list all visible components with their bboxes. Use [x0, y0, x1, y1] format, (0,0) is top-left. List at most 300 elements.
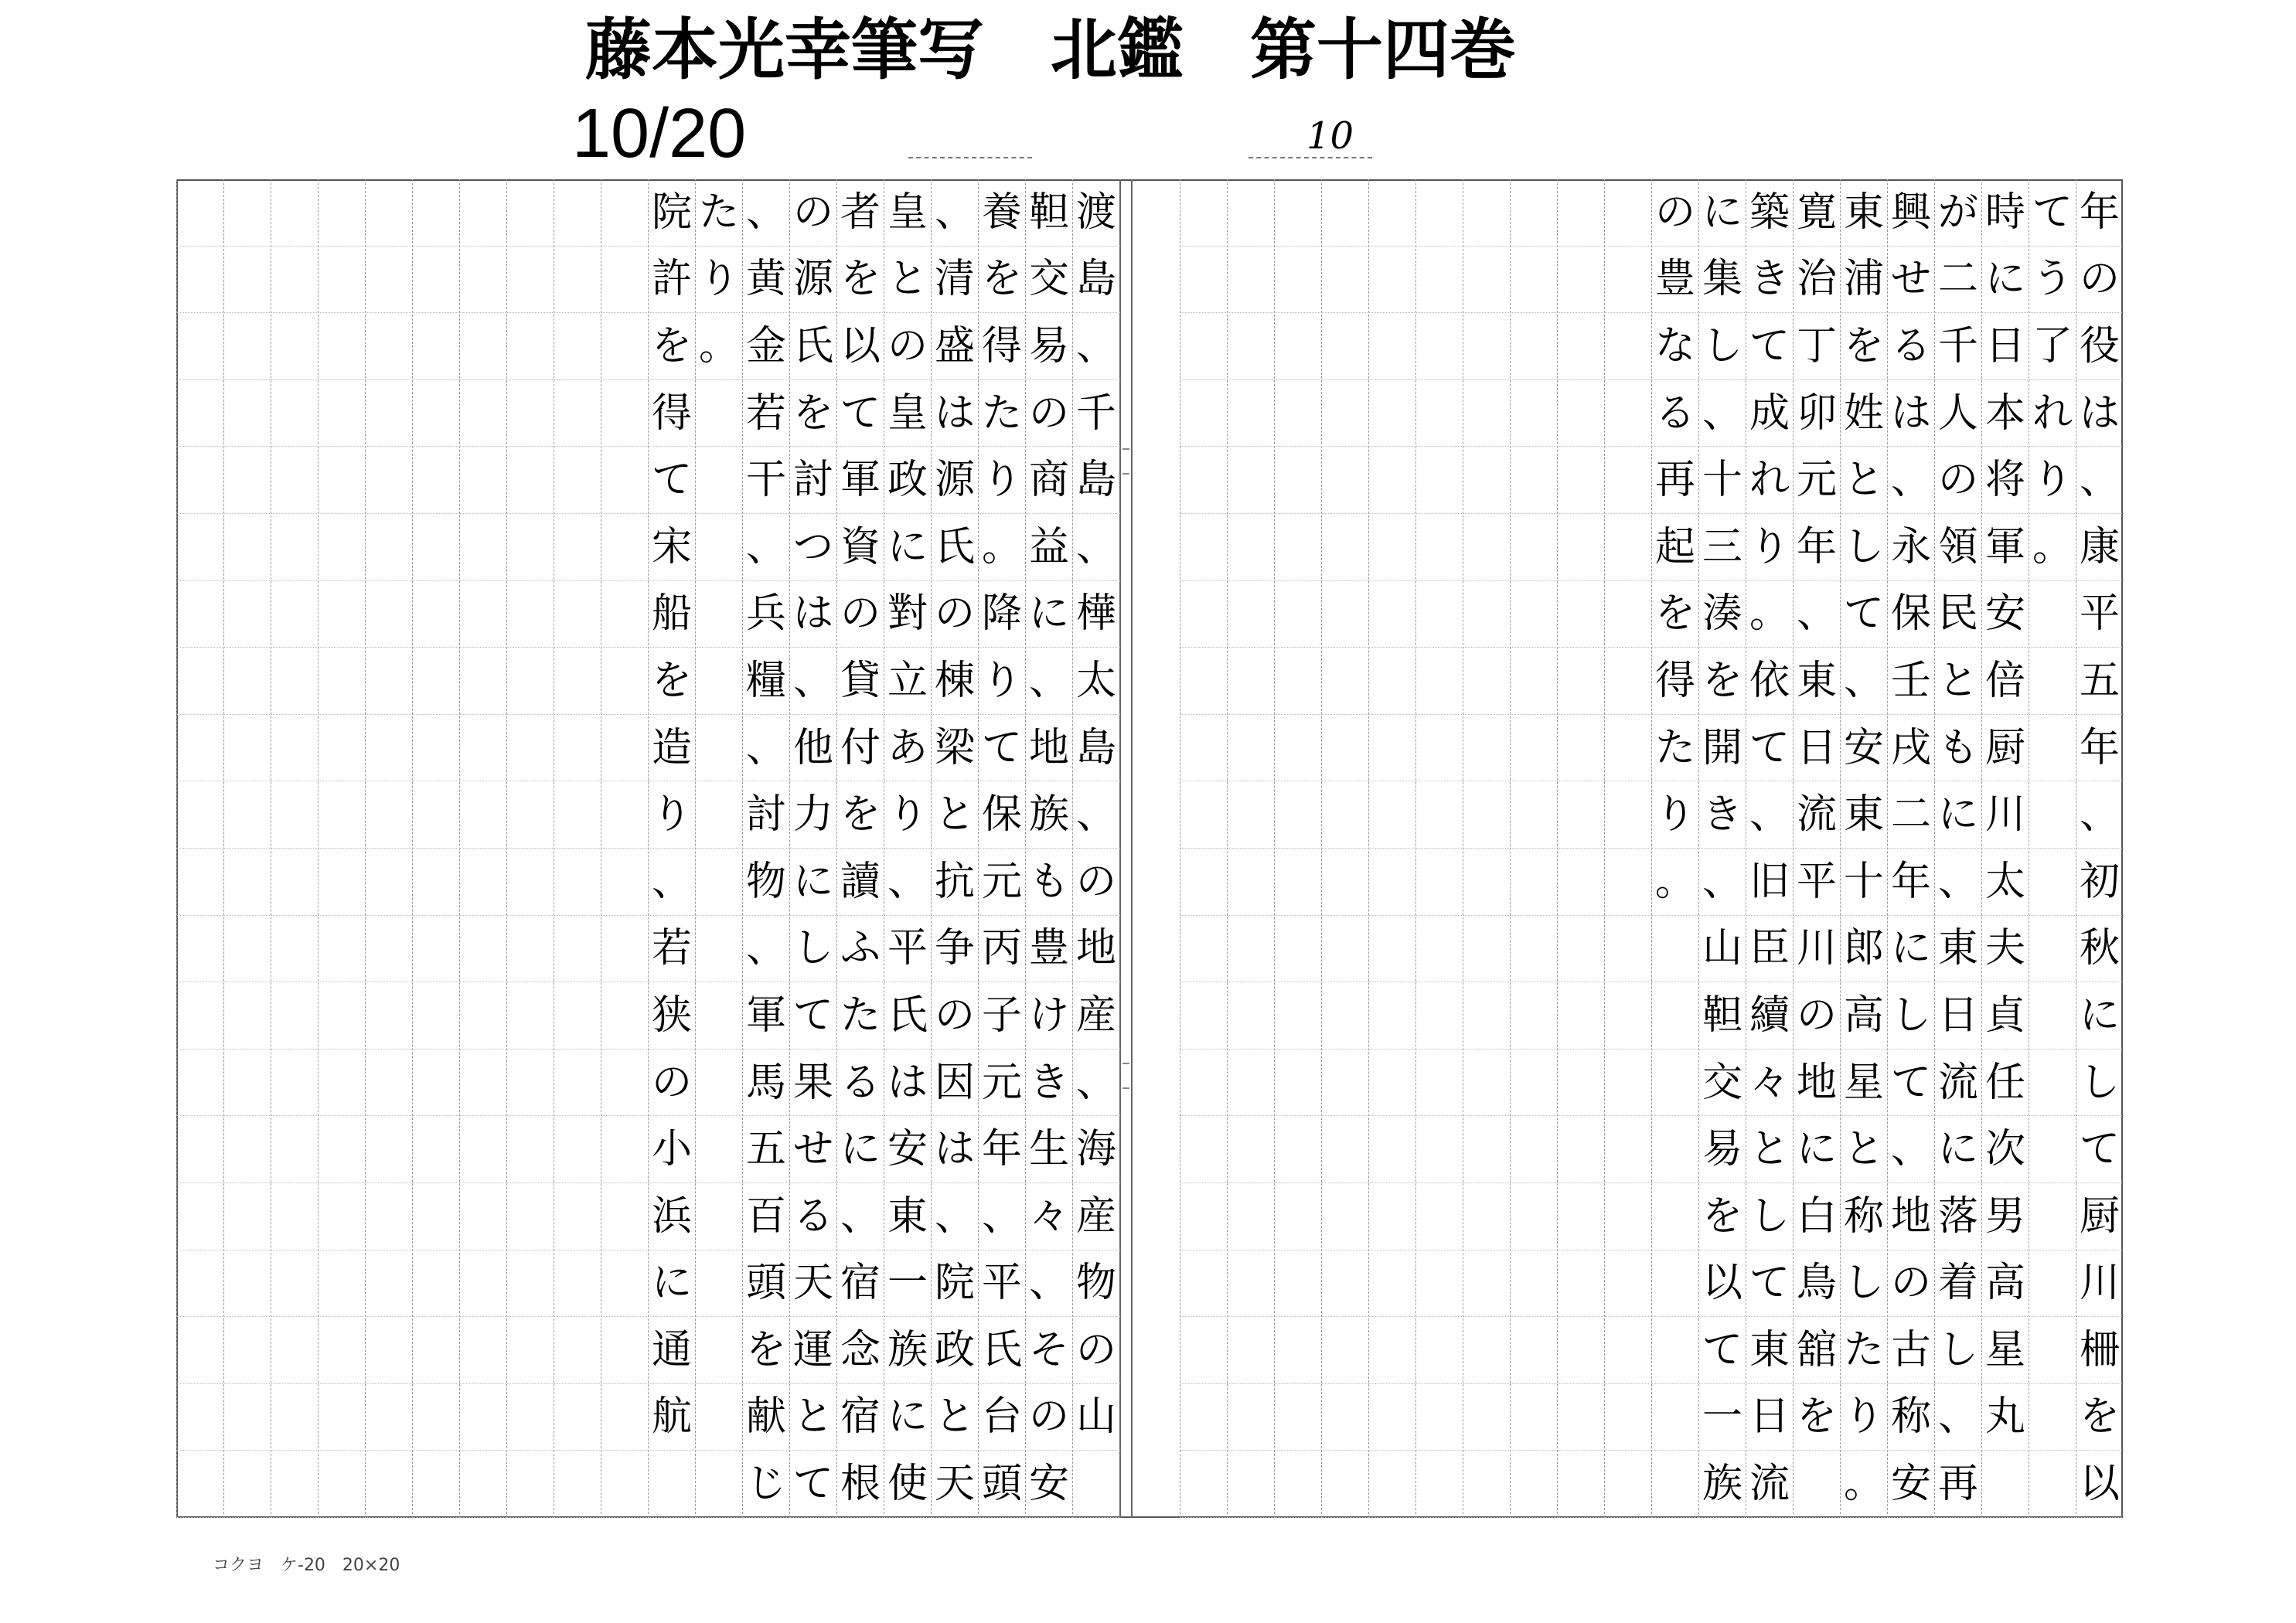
manuscript-cell — [1511, 380, 1558, 447]
manuscript-cell — [507, 715, 554, 782]
manuscript-cell — [366, 313, 413, 380]
manuscript-cell — [1463, 1050, 1511, 1117]
manuscript-cell: し — [1746, 1183, 1794, 1250]
manuscript-cell: 源 — [932, 447, 979, 514]
manuscript-cell: 船 — [649, 581, 696, 648]
manuscript-cell: 念 — [837, 1317, 884, 1384]
manuscript-cell — [413, 1050, 460, 1117]
manuscript-cell: 金 — [743, 313, 790, 380]
manuscript-cell — [1605, 380, 1652, 447]
manuscript-cell — [1558, 447, 1605, 514]
right-column — [1604, 179, 1651, 1518]
manuscript-cell — [177, 648, 224, 715]
manuscript-cell — [460, 447, 507, 514]
manuscript-cell — [1652, 1250, 1699, 1318]
manuscript-cell — [601, 781, 649, 849]
manuscript-cell — [1180, 1384, 1228, 1451]
manuscript-cell: し — [790, 916, 837, 983]
manuscript-cell — [507, 648, 554, 715]
manuscript-cell: に — [790, 849, 837, 916]
manuscript-cell: 、 — [743, 715, 790, 782]
manuscript-cell — [177, 1317, 224, 1384]
manuscript-cell — [696, 849, 743, 916]
manuscript-cell: 盛 — [932, 313, 979, 380]
manuscript-cell: 寛 — [1794, 179, 1841, 247]
manuscript-cell — [271, 1183, 319, 1250]
manuscript-cell — [413, 1250, 460, 1318]
manuscript-cell: 易 — [1026, 313, 1073, 380]
manuscript-cell: 東 — [1841, 179, 1888, 247]
manuscript-cell — [413, 1451, 460, 1518]
manuscript-cell — [1558, 1183, 1605, 1250]
manuscript-cell — [224, 1317, 271, 1384]
manuscript-cell — [2029, 1183, 2076, 1250]
manuscript-cell — [1605, 1050, 1652, 1117]
manuscript-cell — [1369, 1384, 1416, 1451]
manuscript-cell: り — [1746, 514, 1794, 581]
manuscript-cell — [1463, 247, 1511, 314]
manuscript-cell — [1463, 380, 1511, 447]
manuscript-cell — [554, 447, 601, 514]
manuscript-cell — [696, 514, 743, 581]
manuscript-cell — [696, 1183, 743, 1250]
manuscript-cell: を — [1652, 581, 1699, 648]
manuscript-cell — [1180, 1050, 1228, 1117]
manuscript-cell: 流 — [1746, 1451, 1794, 1518]
manuscript-cell — [319, 781, 366, 849]
manuscript-cell — [1511, 179, 1558, 247]
manuscript-cell — [1463, 1384, 1511, 1451]
manuscript-cell — [1652, 1384, 1699, 1451]
manuscript-cell — [271, 1317, 319, 1384]
manuscript-cell — [1275, 715, 1322, 782]
manuscript-cell — [601, 916, 649, 983]
manuscript-cell: 再 — [1935, 1451, 1982, 1518]
manuscript-cell — [507, 781, 554, 849]
manuscript-cell — [507, 581, 554, 648]
manuscript-cell — [1369, 1183, 1416, 1250]
manuscript-cell: 称 — [1841, 1183, 1888, 1250]
manuscript-cell — [1558, 380, 1605, 447]
manuscript-cell — [1180, 179, 1228, 247]
manuscript-cell: 舘 — [1794, 1317, 1841, 1384]
manuscript-cell: の — [1026, 1384, 1073, 1451]
manuscript-cell — [1558, 1250, 1605, 1318]
manuscript-cell: 将 — [1982, 447, 2029, 514]
manuscript-cell — [1228, 916, 1275, 983]
manuscript-cell — [224, 247, 271, 314]
manuscript-cell — [696, 1384, 743, 1451]
manuscript-cell — [1511, 514, 1558, 581]
manuscript-cell — [1369, 982, 1416, 1050]
manuscript-cell: 渡 — [1073, 179, 1120, 247]
manuscript-cell — [271, 916, 319, 983]
manuscript-cell: 落 — [1935, 1183, 1982, 1250]
manuscript-cell — [1605, 447, 1652, 514]
right-column — [2076, 179, 2123, 1518]
manuscript-cell — [1180, 380, 1228, 447]
manuscript-cell — [1180, 1317, 1228, 1384]
manuscript-cell — [507, 247, 554, 314]
manuscript-cell — [507, 1183, 554, 1250]
manuscript-cell: 。 — [1746, 581, 1794, 648]
manuscript-cell: 平 — [884, 916, 932, 983]
manuscript-cell: 若 — [649, 916, 696, 983]
manuscript-cell — [460, 781, 507, 849]
manuscript-cell: 戌 — [1888, 715, 1935, 782]
manuscript-cell: が — [1935, 179, 1982, 247]
manuscript-cell — [319, 1050, 366, 1117]
manuscript-cell: り — [1841, 1384, 1888, 1451]
manuscript-cell: 元 — [1794, 447, 1841, 514]
manuscript-cell — [507, 1317, 554, 1384]
manuscript-cell — [1605, 849, 1652, 916]
manuscript-cell — [696, 715, 743, 782]
manuscript-cell — [1605, 982, 1652, 1050]
manuscript-cell: 天 — [932, 1451, 979, 1518]
manuscript-cell — [1275, 849, 1322, 916]
manuscript-cell — [507, 313, 554, 380]
manuscript-cell — [1463, 1317, 1511, 1384]
manuscript-cell: り — [696, 247, 743, 314]
manuscript-cell — [1416, 179, 1463, 247]
left-column — [412, 179, 459, 1518]
manuscript-cell: 一 — [1699, 1384, 1746, 1451]
manuscript-cell: て — [2076, 1116, 2124, 1183]
manuscript-cell — [2029, 1384, 2076, 1451]
manuscript-cell — [1511, 581, 1558, 648]
manuscript-cell — [460, 1317, 507, 1384]
manuscript-cell — [177, 514, 224, 581]
manuscript-cell — [1511, 313, 1558, 380]
manuscript-cell — [1416, 1317, 1463, 1384]
manuscript-cell: て — [979, 715, 1026, 782]
manuscript-cell — [413, 514, 460, 581]
manuscript-cell: 々 — [1746, 1050, 1794, 1117]
manuscript-cell — [319, 581, 366, 648]
left-column — [931, 179, 978, 1518]
manuscript-cell — [649, 1451, 696, 1518]
manuscript-cell — [1416, 849, 1463, 916]
manuscript-cell: 開 — [1699, 715, 1746, 782]
manuscript-cell — [177, 380, 224, 447]
right-column — [1981, 179, 2029, 1518]
manuscript-cell: 島 — [1073, 715, 1120, 782]
manuscript-cell — [177, 781, 224, 849]
manuscript-cell — [1558, 581, 1605, 648]
manuscript-cell — [413, 380, 460, 447]
manuscript-cell: 通 — [649, 1317, 696, 1384]
manuscript-cell — [1511, 247, 1558, 314]
manuscript-cell — [319, 1183, 366, 1250]
manuscript-cell — [1652, 1451, 1699, 1518]
manuscript-cell: 郎 — [1841, 916, 1888, 983]
manuscript-cell: 宿 — [837, 1384, 884, 1451]
manuscript-cell — [1228, 1250, 1275, 1318]
manuscript-cell — [2029, 581, 2076, 648]
manuscript-cell — [601, 514, 649, 581]
manuscript-cell — [177, 1116, 224, 1183]
manuscript-cell — [177, 1050, 224, 1117]
manuscript-cell: 山 — [1699, 916, 1746, 983]
manuscript-cell — [1558, 179, 1605, 247]
manuscript-cell: 壬 — [1888, 648, 1935, 715]
manuscript-cell: 依 — [1746, 648, 1794, 715]
manuscript-cell — [224, 1050, 271, 1117]
manuscript-cell — [1228, 849, 1275, 916]
manuscript-cell: 任 — [1982, 1050, 2029, 1117]
manuscript-cell: に — [1794, 1116, 1841, 1183]
manuscript-cell — [366, 581, 413, 648]
manuscript-cell — [1982, 1451, 2029, 1518]
manuscript-cell — [696, 1050, 743, 1117]
manuscript-cell: 靼 — [1699, 982, 1746, 1050]
manuscript-cell: 高 — [1841, 982, 1888, 1050]
manuscript-cell — [1605, 247, 1652, 314]
document-title: 藤本光幸筆写 北鑑 第十四巻 — [585, 12, 1516, 89]
manuscript-cell: 平 — [2076, 581, 2124, 648]
manuscript-cell: 、 — [1073, 313, 1120, 380]
manuscript-cell: 集 — [1699, 247, 1746, 314]
manuscript-cell — [177, 581, 224, 648]
manuscript-cell — [1180, 447, 1228, 514]
manuscript-cell: 航 — [649, 1384, 696, 1451]
manuscript-cell: 棟 — [932, 648, 979, 715]
manuscript-cell: 因 — [932, 1050, 979, 1117]
manuscript-cell — [1511, 1384, 1558, 1451]
manuscript-cell — [1416, 247, 1463, 314]
manuscript-cell — [1463, 916, 1511, 983]
manuscript-cell — [2029, 982, 2076, 1050]
manuscript-cell — [554, 1317, 601, 1384]
manuscript-cell: 川 — [1982, 781, 2029, 849]
manuscript-cell — [1463, 179, 1511, 247]
manuscript-cell — [177, 247, 224, 314]
manuscript-cell: 。 — [2029, 514, 2076, 581]
manuscript-cell — [460, 916, 507, 983]
manuscript-cell — [1416, 1116, 1463, 1183]
left-column — [554, 179, 601, 1518]
manuscript-cell: 地 — [1073, 916, 1120, 983]
right-column — [1934, 179, 1981, 1518]
manuscript-cell — [554, 179, 601, 247]
manuscript-cell — [1369, 1050, 1416, 1117]
manuscript-cell — [1369, 447, 1416, 514]
manuscript-cell — [696, 447, 743, 514]
manuscript-cell — [224, 648, 271, 715]
right-column — [1227, 179, 1274, 1518]
manuscript-cell — [554, 1250, 601, 1318]
manuscript-cell: 日 — [1794, 715, 1841, 782]
manuscript-cell — [1322, 380, 1369, 447]
manuscript-cell: 川 — [2076, 1250, 2124, 1318]
manuscript-cell — [1558, 916, 1605, 983]
manuscript-cell — [366, 247, 413, 314]
manuscript-cell: 、 — [1073, 781, 1120, 849]
manuscript-cell — [554, 849, 601, 916]
manuscript-cell — [507, 514, 554, 581]
manuscript-cell: 男 — [1982, 1183, 2029, 1250]
manuscript-cell: 付 — [837, 715, 884, 782]
manuscript-cell — [601, 1183, 649, 1250]
manuscript-cell: 貞 — [1982, 982, 2029, 1050]
manuscript-cell: そ — [1026, 1317, 1073, 1384]
manuscript-cell — [177, 916, 224, 983]
manuscript-cell — [1511, 781, 1558, 849]
manuscript-cell: 丁 — [1794, 313, 1841, 380]
manuscript-cell — [1416, 581, 1463, 648]
manuscript-cell: 再 — [1652, 447, 1699, 514]
manuscript-cell: 兵 — [743, 581, 790, 648]
manuscript-cell: 養 — [979, 179, 1026, 247]
manuscript-cell: 東 — [1935, 916, 1982, 983]
manuscript-cell — [224, 313, 271, 380]
manuscript-cell — [271, 514, 319, 581]
manuscript-cell: 、 — [1888, 1116, 1935, 1183]
manuscript-cell — [507, 1384, 554, 1451]
manuscript-cell — [1652, 1116, 1699, 1183]
right-column — [1698, 179, 1746, 1518]
manuscript-cell: 子 — [979, 982, 1026, 1050]
right-column — [1368, 179, 1415, 1518]
manuscript-cell — [1228, 447, 1275, 514]
manuscript-cell: 時 — [1982, 179, 2029, 247]
dashed-rule — [908, 157, 1032, 158]
manuscript-cell: 白 — [1794, 1183, 1841, 1250]
manuscript-cell: た — [837, 982, 884, 1050]
manuscript-cell — [460, 1050, 507, 1117]
manuscript-cell: 百 — [743, 1183, 790, 1250]
manuscript-cell — [460, 849, 507, 916]
manuscript-cell: 古 — [1888, 1317, 1935, 1384]
manuscript-cell — [224, 1384, 271, 1451]
manuscript-cell — [319, 1451, 366, 1518]
manuscript-cell: と — [1935, 648, 1982, 715]
manuscript-cell — [601, 849, 649, 916]
manuscript-cell: と — [1746, 1116, 1794, 1183]
manuscript-cell — [601, 1250, 649, 1318]
manuscript-cell — [1275, 514, 1322, 581]
manuscript-cell: 二 — [1935, 247, 1982, 314]
manuscript-cell: 許 — [649, 247, 696, 314]
manuscript-cell — [1322, 715, 1369, 782]
manuscript-cell: 、 — [979, 1183, 1026, 1250]
manuscript-cell: 柵 — [2076, 1317, 2124, 1384]
manuscript-cell — [413, 179, 460, 247]
manuscript-cell — [1275, 1050, 1322, 1117]
manuscript-cell: 献 — [743, 1384, 790, 1451]
manuscript-cell — [271, 715, 319, 782]
manuscript-cell: 頭 — [979, 1451, 1026, 1518]
manuscript-cell — [2029, 1250, 2076, 1318]
manuscript-cell — [366, 1384, 413, 1451]
manuscript-cell — [1180, 715, 1228, 782]
manuscript-cell: 貸 — [837, 648, 884, 715]
manuscript-cell: に — [1699, 179, 1746, 247]
manuscript-cell: た — [696, 179, 743, 247]
manuscript-cell: 讀 — [837, 849, 884, 916]
manuscript-cell: 卯 — [1794, 380, 1841, 447]
manuscript-cell — [1511, 648, 1558, 715]
manuscript-cell: 東 — [884, 1183, 932, 1250]
manuscript-cell — [1416, 982, 1463, 1050]
manuscript-cell: し — [1699, 313, 1746, 380]
right-column — [1651, 179, 1698, 1518]
manuscript-cell — [2029, 781, 2076, 849]
manuscript-cell — [1463, 1451, 1511, 1518]
manuscript-cell: 年 — [979, 1116, 1026, 1183]
manuscript-cell — [366, 514, 413, 581]
manuscript-cell — [1416, 447, 1463, 514]
right-column — [1793, 179, 1840, 1518]
manuscript-cell: 旧 — [1746, 849, 1794, 916]
manuscript-cell: 。 — [1841, 1451, 1888, 1518]
right-column — [1557, 179, 1604, 1518]
manuscript-cell: 、 — [790, 648, 837, 715]
manuscript-cell: 、 — [743, 514, 790, 581]
manuscript-cell — [177, 179, 224, 247]
manuscript-cell: を — [1841, 313, 1888, 380]
manuscript-cell: 三 — [1699, 514, 1746, 581]
manuscript-cell: 、 — [1073, 514, 1120, 581]
manuscript-cell — [554, 1050, 601, 1117]
manuscript-cell: 、 — [1026, 1250, 1073, 1318]
manuscript-cell — [696, 916, 743, 983]
manuscript-cell: 年 — [2076, 179, 2124, 247]
manuscript-cell — [1369, 648, 1416, 715]
manuscript-cell — [554, 648, 601, 715]
manuscript-cell — [366, 1183, 413, 1250]
manuscript-cell — [224, 1250, 271, 1318]
manuscript-cell: の — [932, 581, 979, 648]
manuscript-cell: 、 — [1888, 447, 1935, 514]
manuscript-cell: を — [979, 247, 1026, 314]
manuscript-cell: て — [1841, 581, 1888, 648]
manuscript-cell: 、 — [884, 849, 932, 916]
manuscript-cell — [1322, 1384, 1369, 1451]
manuscript-cell — [1275, 648, 1322, 715]
manuscript-cell: 人 — [1935, 380, 1982, 447]
manuscript-cell — [1794, 1451, 1841, 1518]
manuscript-cell — [1228, 982, 1275, 1050]
manuscript-cell: と — [932, 1384, 979, 1451]
manuscript-cell: 氏 — [790, 313, 837, 380]
manuscript-cell: 院 — [649, 179, 696, 247]
manuscript-cell — [1605, 648, 1652, 715]
manuscript-cell: 保 — [979, 781, 1026, 849]
manuscript-cell — [224, 1116, 271, 1183]
manuscript-cell: の — [932, 982, 979, 1050]
manuscript-cell — [1463, 1116, 1511, 1183]
manuscript-cell — [1369, 1250, 1416, 1318]
manuscript-cell — [2029, 1050, 2076, 1117]
manuscript-cell: を — [743, 1317, 790, 1384]
manuscript-cell — [554, 1384, 601, 1451]
manuscript-cell — [319, 916, 366, 983]
manuscript-cell: 次 — [1982, 1116, 2029, 1183]
manuscript-cell: 東 — [1746, 1317, 1794, 1384]
manuscript-cell — [1558, 313, 1605, 380]
manuscript-cell: き — [1026, 1050, 1073, 1117]
manuscript-cell: 者 — [837, 179, 884, 247]
manuscript-cell — [1369, 514, 1416, 581]
manuscript-cell — [2029, 1116, 2076, 1183]
manuscript-cell: 五 — [2076, 648, 2124, 715]
manuscript-cell — [1322, 179, 1369, 247]
manuscript-cell: 交 — [1699, 1050, 1746, 1117]
manuscript-cell — [554, 916, 601, 983]
manuscript-cell: 東 — [1794, 648, 1841, 715]
